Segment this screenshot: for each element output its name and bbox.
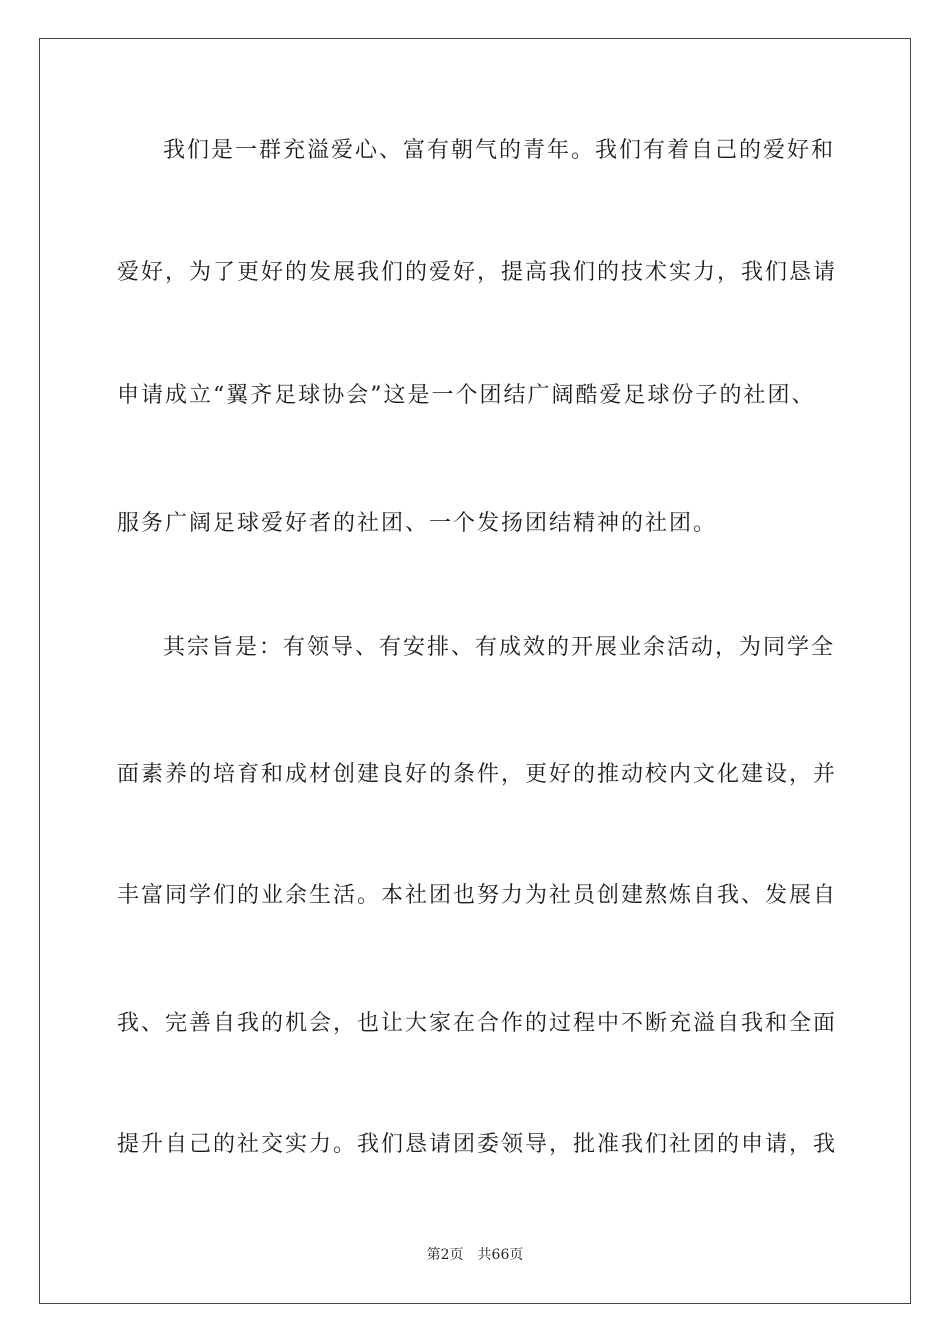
paragraph-1-line-2: 爱好，为了更好的发展我们的爱好，提高我们的技术实力，我们恳请 [117, 260, 838, 285]
paragraph-1-line-3: 申请成立“翼齐足球协会”这是一个团结广阔酷爱足球份子的社团、 [117, 383, 816, 408]
paragraph-2-line-2: 面素养的培育和成材创建良好的条件，更好的推动校内文化建设，并 [117, 762, 838, 787]
page-number: 第2页 [426, 1247, 464, 1263]
page-total: 共66页 [477, 1247, 524, 1263]
page-footer [0, 1246, 950, 1264]
paragraph-1-line-4: 服务广阔足球爱好者的社团、一个发扬团结精神的社团。 [117, 511, 718, 536]
paragraph-2-line-5: 提升自己的社交实力。我们恳请团委领导，批准我们社团的申请，我 [117, 1132, 838, 1157]
paragraph-1-line-1: 我们是一群充溢爱心、富有朝气的青年。我们有着自己的爱好和 [163, 138, 836, 163]
paragraph-2-line-1: 其宗旨是：有领导、有安排、有成效的开展业余活动，为同学全 [163, 635, 836, 660]
paragraph-2-line-3: 丰富同学们的业余生活。本社团也努力为社员创建熬炼自我、发展自 [117, 883, 838, 908]
paragraph-2-line-4: 我、完善自我的机会，也让大家在合作的过程中不断充溢自我和全面 [117, 1011, 838, 1036]
page-border [39, 38, 911, 1304]
